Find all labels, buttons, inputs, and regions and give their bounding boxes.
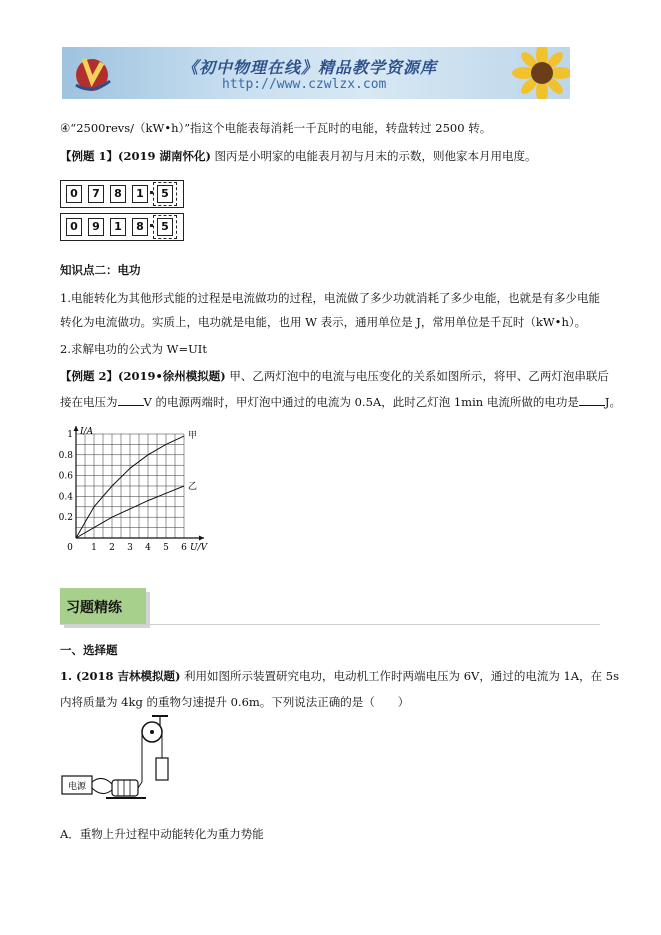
section-tag [60,588,146,624]
y-tick-label: 0.2 [58,513,73,524]
question-1-line-2: 内将质量为 4kg 的重物匀速提升 0.6m。下列说法正确的是（ ） [60,695,410,709]
series-label: 甲 [188,431,198,442]
example-2-text-a: 甲、乙两灯泡中的电流与电压变化的关系如图所示，将甲、乙两灯泡串联后 [225,369,609,383]
x-tick-label: 3 [127,543,133,553]
y-axis-arrow [74,426,79,431]
x-tick-label: 5 [163,543,169,553]
y-tick-label: 0.4 [58,492,73,503]
logo-icon [70,51,116,95]
example-2 [60,368,609,384]
choice-heading: 一、选择题 [60,643,118,657]
weight-block [156,758,168,780]
example-2-line-2 [60,394,621,410]
paragraph-2: 2.求解电功的公式为 W=UIt [60,342,207,356]
power-source-label: 电源 [67,782,87,792]
example-1-tag: 【例题 1】(2019 湖南怀化) [60,149,211,163]
option-a[interactable]: A．重物上升过程中动能转化为重力势能 [60,827,264,841]
x-tick-label: 4 [145,543,151,553]
x-tick-label: 6 [181,543,187,553]
y-tick-label: 0.6 [58,471,73,482]
y-tick-label: 0.8 [58,450,73,461]
meter-start-digit: 8 [110,185,126,203]
example-1-text: 图丙是小明家的电能表月初与月末的示数，则他家本月用电度。 [210,149,537,163]
x-tick-label: 1 [91,543,97,553]
meter-end-decimal: 5 [157,218,173,236]
paragraph-1a: 1.电能转化为其他形式能的过程是电流做功的过程，电流做了多少功就消耗了多少电能，也就是有多少电能 [60,291,600,305]
question-1-text-a: 利用如图所示装置研究电功，电动机工作时两端电压为 6V，通过的电流为 1A，在 5s [180,669,619,683]
paragraph-1b: 转化为电流做功。实质上，电功就是电能，也用 W 表示，通用单位是 J，常用单位是千瓦时（kW•h）。 [60,315,587,329]
question-1-tag: 1. (2018 吉林模拟题) [60,669,181,683]
y-tick-label: 1 [67,430,73,440]
series-label: 乙 [188,482,198,492]
x-axis-label: U/V [190,543,208,553]
motor-icon [112,780,138,796]
example-2-text-b3: J。 [604,395,621,409]
answer-blank[interactable] [579,395,605,406]
meter-end-digit: 0 [66,218,82,236]
banner-url[interactable]: http://www.czwlzx.com [222,77,387,92]
knowledge-point-2: 知识点二：电功 [60,263,141,277]
x-axis-arrow [199,536,204,541]
section-divider [60,624,600,625]
iu-chart [58,422,218,557]
x-tick-label: 2 [109,543,115,553]
answer-blank[interactable] [118,395,144,406]
header-banner [62,47,570,99]
question-1 [60,668,619,684]
meter-start-digit: 0 [66,185,82,203]
note-line: ④“2500revs/（kW•h）”指这个电能表每消耗一千瓦时的电能，转盘转过 2500 转。 [60,121,492,135]
meter-end-digit: 8 [132,218,148,236]
meter-start-decimal: 5 [157,185,173,203]
y-axis-label: I/A [80,427,94,437]
meter-end-digit: 9 [88,218,104,236]
apparatus-diagram [60,712,180,807]
meter-start-digit: 1 [132,185,148,203]
banner-title: 《初中物理在线》精品教学资源库 [182,58,438,77]
example-2-text-b1: 接在电压为 [60,395,118,409]
section-title: 习题精练 [66,600,122,616]
meter-start [60,180,184,208]
example-1 [60,148,537,164]
x-tick-label: 0 [67,543,73,553]
example-2-text-b2: V 的电源两端时，甲灯泡中通过的电流为 0.5A，此时乙灯泡 1min 电流所做的电功是 [143,395,579,409]
meter-end-digit: 1 [110,218,126,236]
meter-end [60,213,184,241]
meter-start-digit: 7 [88,185,104,203]
sunflower-icon [512,47,570,99]
example-2-tag: 【例题 2】(2019•徐州模拟题) [60,369,226,383]
